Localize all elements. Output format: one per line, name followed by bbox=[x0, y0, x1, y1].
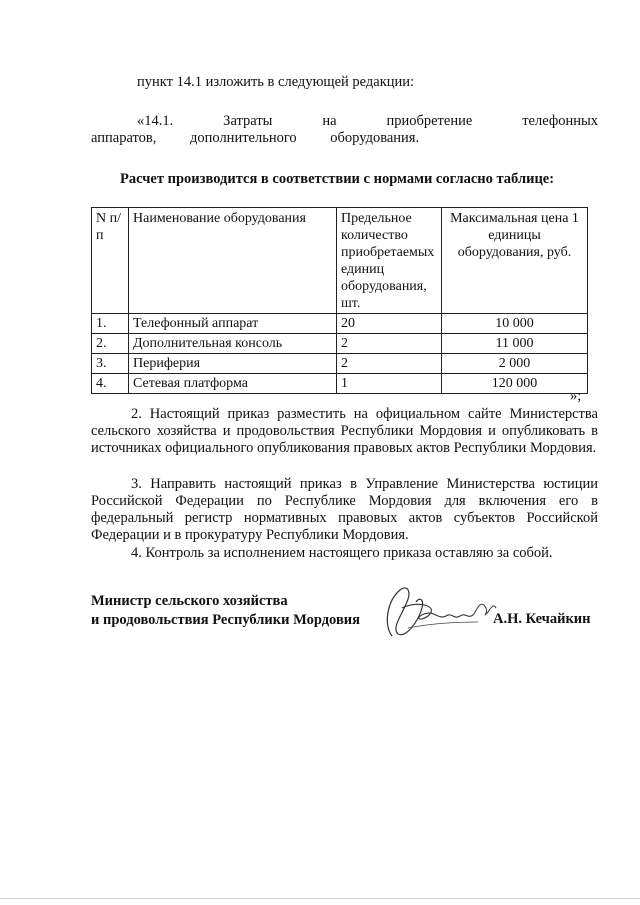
row-price: 120 000 bbox=[442, 374, 588, 394]
item-2: 2. Настоящий приказ разместить на официальном сайте Министерства сельского хозяйства и продовольствия Республики Мордовия и опубликовать в источниках официального опубликования правовых актов Республики Мордовия. bbox=[91, 406, 598, 456]
row-quantity: 1 bbox=[337, 374, 442, 394]
table-row bbox=[92, 314, 588, 334]
row-number: 2. bbox=[92, 334, 129, 354]
item-4: 4. Контроль за исполнением настоящего приказа оставляю за собой. bbox=[131, 545, 553, 561]
col-header-quantity: Предельное количество приобретаемых единиц оборудования, шт. bbox=[337, 208, 442, 314]
table-row bbox=[92, 374, 588, 394]
intro-line: пункт 14.1 изложить в следующей редакции: bbox=[137, 74, 415, 90]
signature-title bbox=[91, 592, 360, 630]
row-number: 4. bbox=[92, 374, 129, 394]
signer-name: А.Н. Кечайкин bbox=[493, 611, 591, 627]
signatory-title-line2: и продовольствия Республики Мордовия bbox=[91, 612, 360, 628]
row-price: 2 000 bbox=[442, 354, 588, 374]
table-header-row bbox=[92, 208, 588, 314]
row-equipment: Дополнительная консоль bbox=[129, 334, 337, 354]
clause-14-1: «14.1. Затраты на приобретение телефонных аппаратов, дополнительного оборудования. bbox=[91, 113, 598, 146]
table-row bbox=[92, 354, 588, 374]
col-header-number: N п/п bbox=[92, 208, 129, 314]
item-3: 3. Направить настоящий приказ в Управление Министерства юстиции Российской Федерации по Республике Мордовия для включения его в федеральный регистр нормативных правовых актов субъектов Российской Федерации и в прокуратуру Республики Мордовия. bbox=[91, 476, 598, 543]
closing-quote: »; bbox=[570, 388, 582, 404]
signatory-title-line1: Министр сельского хозяйства bbox=[91, 593, 288, 609]
table-row bbox=[92, 334, 588, 354]
row-price: 11 000 bbox=[442, 334, 588, 354]
handwritten-signature bbox=[378, 578, 498, 642]
row-number: 1. bbox=[92, 314, 129, 334]
page-bottom-edge bbox=[0, 898, 640, 899]
col-header-equipment: Наименование оборудования bbox=[129, 208, 337, 314]
row-price: 10 000 bbox=[442, 314, 588, 334]
row-equipment: Сетевая платформа bbox=[129, 374, 337, 394]
col-header-max-price: Максимальная цена 1 единицы оборудования, руб. bbox=[442, 208, 588, 314]
table-caption: Расчет производится в соответствии с нормами согласно таблице: bbox=[120, 171, 555, 187]
row-quantity: 2 bbox=[337, 354, 442, 374]
row-number: 3. bbox=[92, 354, 129, 374]
row-quantity: 2 bbox=[337, 334, 442, 354]
row-equipment: Телефонный аппарат bbox=[129, 314, 337, 334]
norms-table bbox=[91, 207, 588, 394]
row-equipment: Периферия bbox=[129, 354, 337, 374]
row-quantity: 20 bbox=[337, 314, 442, 334]
